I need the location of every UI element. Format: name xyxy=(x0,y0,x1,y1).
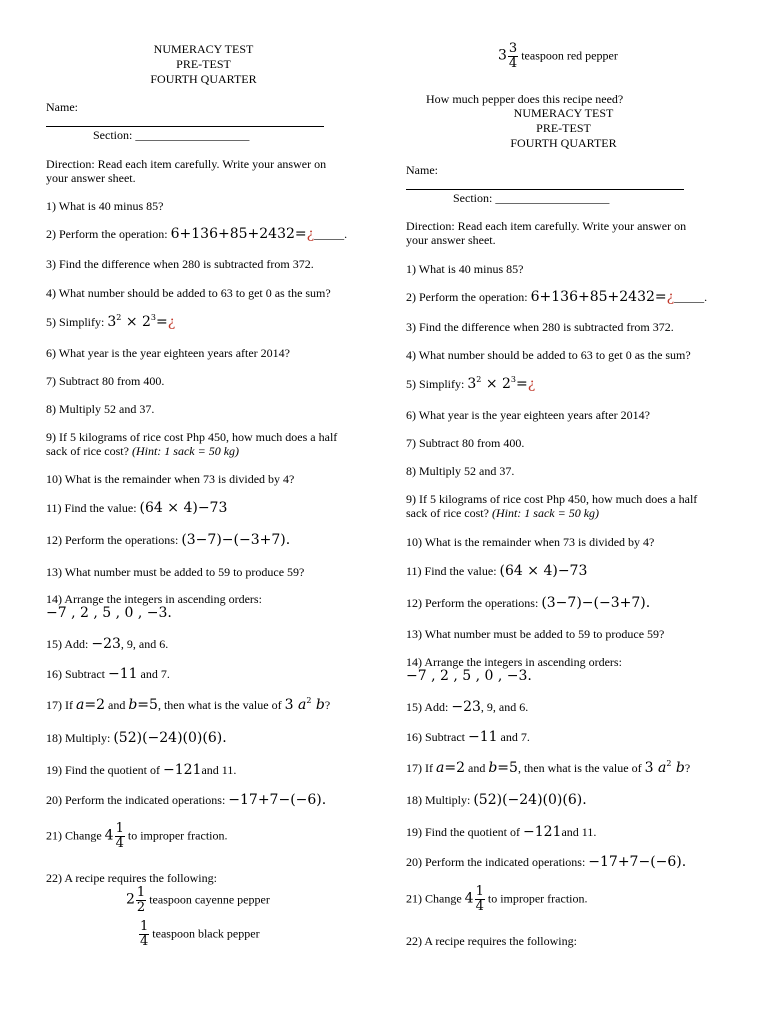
recipe-line-cayenne: 2 $\frac{1}{2}$ teaspoon cayenne pepper xyxy=(126,885,270,915)
question-9-hint: (Hint: 1 sack = 50 kg) xyxy=(131,444,240,458)
question-18: 18) Multiply: (52)(−24)(0)(6). xyxy=(406,792,587,808)
question-15: 15) Add: −23, 9, and 6. xyxy=(406,699,529,715)
direction-line2: your answer sheet. xyxy=(406,233,496,247)
recipe-line-red: 3 $\frac{3}{4}$ teaspoon red pepper xyxy=(498,41,618,71)
name-label: Name: xyxy=(46,100,78,114)
question-8: 8) Multiply 52 and 37. xyxy=(46,402,155,416)
question-13: 13) What number must be added to 59 to produce 59? xyxy=(406,627,665,641)
question-13: 13) What number must be added to 59 to produce 59? xyxy=(46,565,305,579)
question-10: 10) What is the remainder when 73 is divided by 4? xyxy=(46,472,295,486)
test-quarter: FOURTH QUARTER xyxy=(510,136,617,150)
question-7: 7) Subtract 80 from 400. xyxy=(406,436,525,450)
question-7: 7) Subtract 80 from 400. xyxy=(46,374,165,388)
name-line[interactable] xyxy=(46,126,324,127)
section-label: Section: xyxy=(453,191,493,205)
question-20: 20) Perform the indicated operations: −17+7−(−6). xyxy=(46,792,327,808)
question-2-blank: _____. xyxy=(314,227,348,241)
question-15: 15) Add: −23, 9, and 6. xyxy=(46,636,169,652)
question-9-line1: 9) If 5 kilograms of rice cost Php 450, how much does a half xyxy=(406,492,698,506)
question-12: 12) Perform the operations: (3−7)−(−3+7). xyxy=(406,595,651,611)
question-8: 8) Multiply 52 and 37. xyxy=(406,464,515,478)
question-9-line2: sack of rice cost? (Hint: 1 sack = 50 kg) xyxy=(46,444,240,458)
direction-line1: Direction: Read each item carefully. Write your answer on xyxy=(46,157,327,171)
question-4: 4) What number should be added to 63 to get 0 as the sum? xyxy=(46,286,331,300)
section-field[interactable] xyxy=(93,128,249,143)
question-20: 20) Perform the indicated operations: −17+7−(−6). xyxy=(406,854,687,870)
test-quarter: FOURTH QUARTER xyxy=(150,72,257,86)
question-17: 17) If a=2 and b=5, then what is the value of 3 $a^2$ b? xyxy=(406,759,691,776)
recipe-line-black: $\frac{1}{4}$ teaspoon black pepper xyxy=(140,919,260,949)
question-11: 11) Find the value: (64 × 4)−73 xyxy=(406,563,588,579)
question-3: 3) Find the difference when 280 is subtracted from 372. xyxy=(46,257,314,271)
question-12: 12) Perform the operations: (3−7)−(−3+7). xyxy=(46,532,291,548)
section-label: Section: xyxy=(93,128,133,142)
test-subtitle: PRE-TEST xyxy=(536,121,591,135)
question-18: 18) Multiply: (52)(−24)(0)(6). xyxy=(46,730,227,746)
question-4: 4) What number should be added to 63 to get 0 as the sum? xyxy=(406,348,691,362)
question-9-line1: 9) If 5 kilograms of rice cost Php 450, how much does a half xyxy=(46,430,338,444)
section-blank: ___________________ xyxy=(135,128,250,142)
question-9-line2: sack of rice cost? (Hint: 1 sack = 50 kg) xyxy=(406,506,600,520)
section-blank: ___________________ xyxy=(495,191,610,205)
question-2-text: 2) Perform the operation: xyxy=(46,227,168,241)
question-2-mark: ¿ xyxy=(306,226,315,242)
direction-line2: your answer sheet. xyxy=(46,171,136,185)
question-19: 19) Find the quotient of −121and 11. xyxy=(406,824,597,840)
test-subtitle: PRE-TEST xyxy=(176,57,231,71)
question-1: 1) What is 40 minus 85? xyxy=(406,262,524,276)
question-5 xyxy=(46,314,175,332)
question-21: 21) Change 4 $\frac{1}{4}$ to improper fraction. xyxy=(46,821,228,851)
question-12-math: (3−7)−(−3+7). xyxy=(181,532,291,548)
question-1: 1) What is 40 minus 85? xyxy=(46,199,164,213)
section-field[interactable] xyxy=(453,191,609,206)
question-22: 22) A recipe requires the following: xyxy=(406,934,577,948)
question-17: 17) If a=2 and b=5, then what is the value of 3 $a^2$ b? xyxy=(46,696,331,713)
question-2 xyxy=(46,226,347,244)
question-5: 5) Simplify: $3^2$ × $2^3=¿$ xyxy=(406,375,536,392)
question-2-math: 6+136+85+2432= xyxy=(170,226,307,242)
name-line[interactable] xyxy=(406,189,684,190)
fraction: $\frac{1}{4}$ xyxy=(115,821,124,851)
direction-line1: Direction: Read each item carefully. Write your answer on xyxy=(406,219,687,233)
question-14-line1: 14) Arrange the integers in ascending orders: xyxy=(406,655,622,669)
question-2: 2) Perform the operation: 6+136+85+2432=¿_____. xyxy=(406,289,708,305)
question-14-math: −7 , 2 , 5 , 0 , −3. xyxy=(406,668,532,684)
question-16: 16) Subtract −11 and 7. xyxy=(406,729,530,745)
question-6: 6) What year is the year eighteen years after 2014? xyxy=(46,346,290,360)
test-title: NUMERACY TEST xyxy=(513,106,614,120)
question-5-text: 5) Simplify: xyxy=(46,315,105,329)
name-label: Name: xyxy=(406,163,438,177)
question-19: 19) Find the quotient of −121and 11. xyxy=(46,762,237,778)
question-14-line1: 14) Arrange the integers in ascending orders: xyxy=(46,592,262,606)
question-16: 16) Subtract −11 and 7. xyxy=(46,666,170,682)
question-11: 11) Find the value: (64 × 4)−73 xyxy=(46,500,228,516)
question-14-math: −7 , 2 , 5 , 0 , −3. xyxy=(46,605,172,621)
question-6: 6) What year is the year eighteen years after 2014? xyxy=(406,408,650,422)
test-title: NUMERACY TEST xyxy=(153,42,254,56)
question-11-math: (64 × 4)−73 xyxy=(139,500,228,516)
question-5-math: $3^2$ × $2^3=¿$ xyxy=(107,313,176,330)
question-10: 10) What is the remainder when 73 is divided by 4? xyxy=(406,535,655,549)
question-22: 22) A recipe requires the following: xyxy=(46,871,217,885)
question-21: 21) Change 4 $\frac{1}{4}$ to improper fraction. xyxy=(406,884,588,914)
question-3: 3) Find the difference when 280 is subtracted from 372. xyxy=(406,320,674,334)
recipe-question: How much pepper does this recipe need? xyxy=(426,92,624,106)
